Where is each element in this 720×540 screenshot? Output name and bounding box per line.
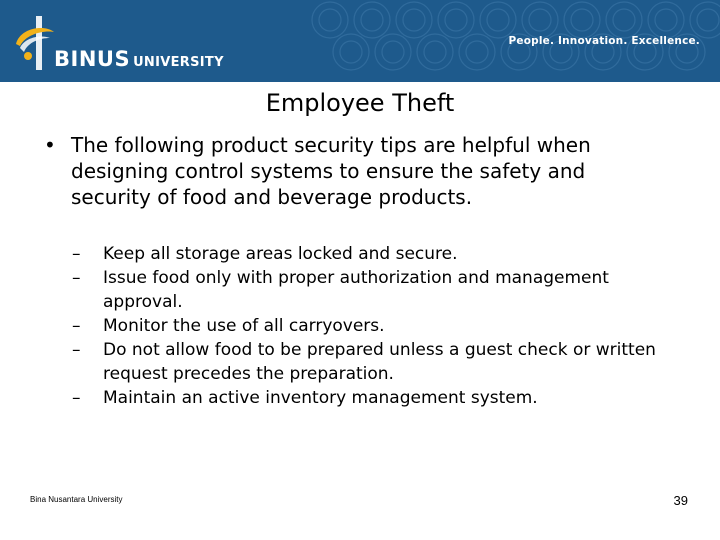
logo-text [54, 47, 224, 71]
sub-bullet-text: Issue food only with proper authorization and management approval. [103, 268, 609, 312]
logo-word: BINUS [54, 47, 131, 71]
main-bullet-text: The following product security tips are helpful when designing control systems to ensure the safety and security of food and beverage products. [71, 133, 591, 209]
tagline: People. Innovation. Excellence. [508, 35, 700, 47]
dash-symbol: – [72, 268, 81, 288]
binus-emblem-icon [14, 14, 58, 72]
slide-title: Employee Theft [265, 89, 455, 117]
footer-institution: Bina Nusantara University [30, 495, 123, 504]
page-number: 39 [673, 493, 688, 508]
dash-symbol: – [72, 340, 81, 360]
main-bullet [44, 132, 644, 210]
sub-bullet-item [72, 266, 692, 314]
header-banner [0, 0, 720, 82]
sub-bullet-list [72, 242, 692, 410]
sub-bullet-item [72, 314, 692, 338]
sub-bullet-text: Keep all storage areas locked and secure. [103, 244, 458, 264]
sub-bullet-item [72, 242, 692, 266]
sub-bullet-text: Monitor the use of all carryovers. [103, 316, 385, 336]
binus-logo [14, 14, 224, 74]
sub-bullet-text: Do not allow food to be prepared unless a guest check or written request precedes the preparation. [103, 340, 656, 384]
logo-suffix: UNIVERSITY [133, 55, 224, 70]
bullet-symbol: • [44, 133, 56, 157]
sub-bullet-item [72, 338, 692, 386]
dash-symbol: – [72, 388, 81, 408]
dash-symbol: – [72, 316, 81, 336]
sub-bullet-text: Maintain an active inventory management system. [103, 388, 538, 408]
dash-symbol: – [72, 244, 81, 264]
sub-bullet-item [72, 386, 692, 410]
